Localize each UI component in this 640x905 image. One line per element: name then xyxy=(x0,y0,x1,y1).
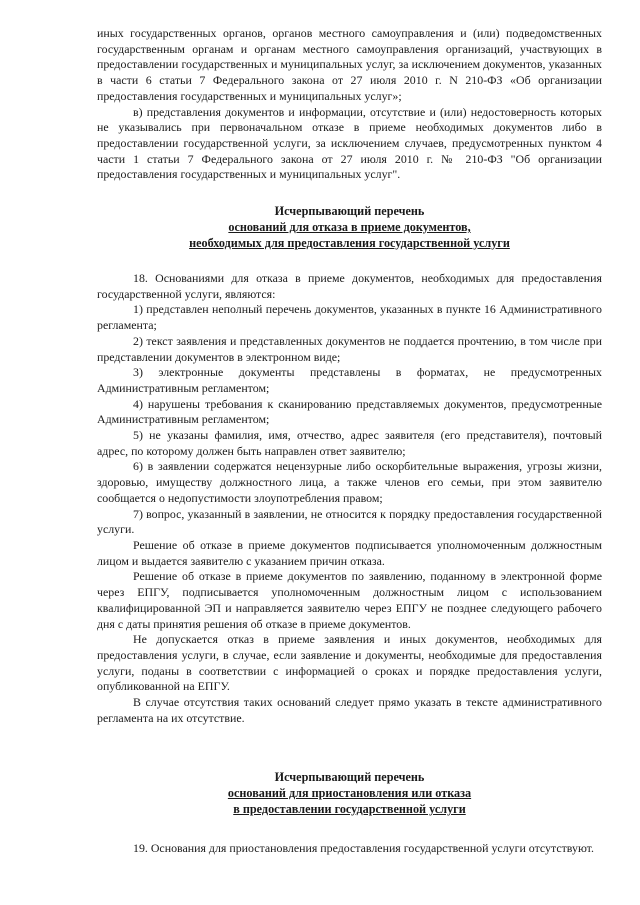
paragraph-item-v: в) представления документов и информации, отсутствие и (или) недостоверность которых не указывались при первоначальном отказе в приеме необходимых документов либо в предоставлении государственной услуги, за исключением случаев, предусмотренных пунктом 4 части 1 статьи 7 Федерального закона от 27 июля 2010 г. № 210-ФЗ "Об организации предоставления государственных и муниципальных услуг". xyxy=(97,104,602,182)
paragraph: Не допускается отказ в приеме заявления и иных документов, необходимых для предоставления услуги, в случае, если заявление и документы, необходимые для предоставления услуги, поданы в соответствии с информацией о сроках и порядке предоставления услуги, опубликованной на ЕПГУ. xyxy=(97,632,602,694)
list-item: 1) представлен неполный перечень документов, указанных в пункте 16 Административного регламента; xyxy=(97,302,602,333)
heading-subtitle-line: необходимых для предоставления государственной услуги xyxy=(189,236,510,251)
section-19 xyxy=(97,841,602,857)
list-item: 4) нарушены требования к сканированию представляемых документов, предусмотренные Административным регламентом; xyxy=(97,396,602,427)
list-item: 5) не указаны фамилия, имя, отчество, адрес заявителя (его представителя), почтовый адрес, по которому должен быть направлен ответ заявителю; xyxy=(97,428,602,458)
paragraph-19: 19. Основания для приостановления предоставления государственной услуги отсутствуют. xyxy=(133,841,594,856)
list-item: 6) в заявлении содержатся нецензурные либо оскорбительные выражения, угрозы жизни, здоровью, имуществу должностного лица, а также членов его семьи, при этом заявителю сообщается о недопустимости злоупотребления правом; xyxy=(97,459,602,505)
section-18 xyxy=(97,271,602,726)
section-heading-suspension xyxy=(97,769,602,817)
heading-subtitle-line: в предоставлении государственной услуги xyxy=(233,802,466,817)
paragraph-continuation: иных государственных органов, органов местного самоуправления и (или) подведомственных государственным органам и органам местного самоуправления организаций, участвующих в предоставлении государственных и муниципальных услуг, за исключением документов, указанных в части 6 статьи 7 Федерального закона от 27 июля 2010 г. N 210-ФЗ «Об организации предоставления государственных и муниципальных услуг»; xyxy=(97,26,602,103)
heading-title: Исчерпывающий перечень xyxy=(274,770,425,785)
paragraph: Решение об отказе в приеме документов подписывается уполномоченным должностным лицом и выдается заявителю с указанием причин отказа. xyxy=(97,537,602,568)
heading-subtitle-line: оснований для отказа в приеме документов, xyxy=(228,220,471,235)
list-item: 3) электронные документы представлены в форматах, не предусмотренных Административным регламентом; xyxy=(97,365,602,395)
section-heading-refusal-acceptance xyxy=(97,203,602,251)
paragraph: Решение об отказе в приеме документов по заявлению, поданному в электронной форме через ЕПГУ, подписывается уполномоченным должностным лицом с использованием квалифицированной ЭП и направляется заявителю через ЕПГУ не позднее следующего рабочего дня с даты принятия решения об отказе в приеме документов. xyxy=(97,569,602,631)
list-item: 7) вопрос, указанный в заявлении, не относится к порядку предоставления государственной услуги. xyxy=(97,506,602,537)
list-item: 2) текст заявления и представленных документов не поддается прочтению, в том числе при представлении документов в электронном виде; xyxy=(97,333,602,364)
heading-title: Исчерпывающий перечень xyxy=(274,204,425,219)
paragraph-18-intro: 18. Основаниями для отказа в приеме документов, необходимых для предоставления государственной услуги, являются: xyxy=(97,271,602,301)
paragraph: В случае отсутствия таких оснований следует прямо указать в тексте административного регламента на их отсутствие. xyxy=(97,695,602,725)
heading-subtitle-line: оснований для приостановления или отказа xyxy=(227,786,472,801)
